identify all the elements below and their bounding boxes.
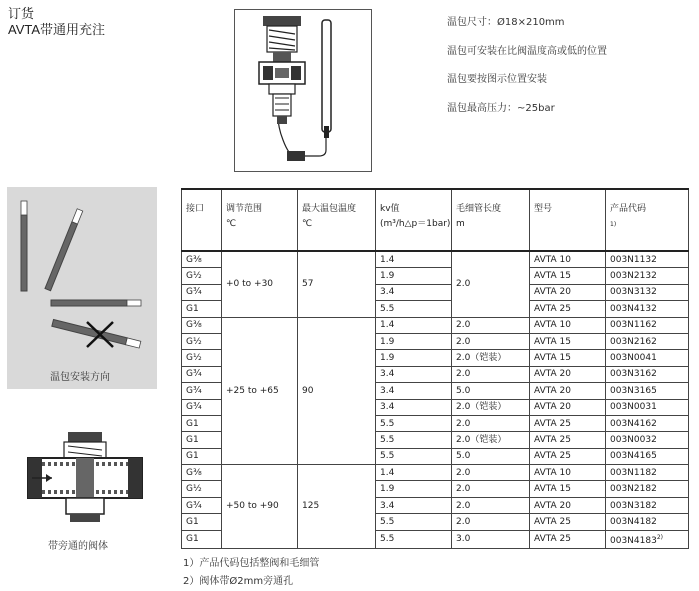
cell-connection: G¾ <box>182 284 222 300</box>
cell-model: AVTA 15 <box>530 481 606 497</box>
code-value: 003N4183 <box>610 535 657 546</box>
code-value: 003N2162 <box>610 336 657 347</box>
code-value: 003N2132 <box>610 271 657 282</box>
sensor-install-panel <box>7 187 157 389</box>
cell-max-temp: 90 <box>298 317 376 465</box>
header-model: 型号 <box>530 189 606 251</box>
cell-model: AVTA 25 <box>530 432 606 448</box>
cell-kv: 3.4 <box>376 366 452 382</box>
code-value: 003N4165 <box>610 451 657 462</box>
cell-model: AVTA 10 <box>530 465 606 481</box>
code-value: 003N1182 <box>610 467 657 478</box>
cell-code <box>606 268 689 284</box>
cell-kv: 3.4 <box>376 383 452 399</box>
cell-capillary: 2.0 <box>452 251 530 317</box>
code-value: 003N3162 <box>610 369 657 380</box>
code-value: 003N1132 <box>610 254 657 265</box>
cell-kv: 1.9 <box>376 481 452 497</box>
cell-model: AVTA 20 <box>530 284 606 300</box>
header-range: 调节范围 ℃ <box>222 189 298 251</box>
cell-connection: G1 <box>182 301 222 317</box>
cell-connection: G¾ <box>182 399 222 415</box>
header-max-temp: 最大温包温度 ℃ <box>298 189 376 251</box>
cell-max-temp: 57 <box>298 251 376 317</box>
cell-kv: 5.5 <box>376 301 452 317</box>
cell-capillary: 2.0 <box>452 465 530 481</box>
cell-code <box>606 399 689 415</box>
cell-capillary: 2.0（铠装） <box>452 432 530 448</box>
code-value: 003N0032 <box>610 434 657 445</box>
header-connection: 接口 <box>182 189 222 251</box>
cell-code <box>606 333 689 349</box>
cell-connection: G½ <box>182 268 222 284</box>
bypass-valve-drawing <box>20 428 150 528</box>
cell-connection: G⅜ <box>182 251 222 268</box>
cell-connection: G½ <box>182 481 222 497</box>
cell-code <box>606 284 689 300</box>
cell-model: AVTA 10 <box>530 317 606 333</box>
cell-kv: 1.9 <box>376 350 452 366</box>
cell-code <box>606 465 689 481</box>
heading-title: 订货 <box>8 6 35 21</box>
cell-capillary: 2.0 <box>452 514 530 530</box>
valve-sensor-drawing <box>235 10 371 171</box>
header-code-footnote: 1) <box>610 221 617 228</box>
cell-model: AVTA 15 <box>530 350 606 366</box>
header-kv: kv值 (m³/h△p＝1bar) <box>376 189 452 251</box>
cell-max-temp: 125 <box>298 465 376 549</box>
cell-range: +25 to +65 <box>222 317 298 465</box>
cell-model: AVTA 25 <box>530 448 606 464</box>
cell-connection: G1 <box>182 448 222 464</box>
heading-subtitle: AVTA带通用充注 <box>8 22 106 37</box>
cell-code <box>606 432 689 448</box>
cell-kv: 5.5 <box>376 448 452 464</box>
cell-connection: G1 <box>182 530 222 548</box>
cell-code <box>606 415 689 431</box>
page-heading <box>8 6 105 38</box>
cell-code <box>606 317 689 333</box>
sensor-orientation-drawing <box>7 187 157 362</box>
cell-kv: 1.4 <box>376 317 452 333</box>
cell-connection: G¾ <box>182 497 222 513</box>
sensor-install-caption: 温包安装方向 <box>50 372 110 383</box>
cell-code <box>606 514 689 530</box>
cell-kv: 5.5 <box>376 514 452 530</box>
cell-kv: 3.4 <box>376 497 452 513</box>
cell-kv: 1.9 <box>376 333 452 349</box>
code-value: 003N2182 <box>610 484 657 495</box>
code-value: 003N4162 <box>610 418 657 429</box>
cell-code <box>606 383 689 399</box>
code-value: 003N3132 <box>610 287 657 298</box>
code-value: 003N3182 <box>610 500 657 511</box>
valve-sensor-diagram <box>234 9 372 172</box>
cell-code <box>606 448 689 464</box>
cell-model: AVTA 15 <box>530 333 606 349</box>
code-value: 003N4182 <box>610 516 657 527</box>
cell-range: +0 to +30 <box>222 251 298 317</box>
cell-model: AVTA 25 <box>530 301 606 317</box>
cell-capillary: 5.0 <box>452 448 530 464</box>
cell-code <box>606 530 689 548</box>
cell-capillary: 2.0 <box>452 481 530 497</box>
cell-capillary: 2.0（铠装） <box>452 399 530 415</box>
cell-model: AVTA 25 <box>530 415 606 431</box>
spec-sensor-pressure: 温包最高压力：~25bar <box>447 103 555 114</box>
code-footnote-mark: 2) <box>656 533 663 541</box>
cell-connection: G½ <box>182 350 222 366</box>
cell-code <box>606 497 689 513</box>
cell-capillary: 2.0 <box>452 333 530 349</box>
cell-capillary: 2.0 <box>452 497 530 513</box>
cell-range: +50 to +90 <box>222 465 298 549</box>
spec-sensor-mounting: 温包要按图示位置安装 <box>447 74 547 85</box>
code-value: 003N0031 <box>610 402 657 413</box>
cell-model: AVTA 15 <box>530 268 606 284</box>
cell-capillary: 2.0 <box>452 317 530 333</box>
ordering-table <box>181 188 689 549</box>
cell-code <box>606 350 689 366</box>
cell-kv: 1.9 <box>376 268 452 284</box>
cell-model: AVTA 20 <box>530 399 606 415</box>
cell-connection: G¾ <box>182 366 222 382</box>
cell-model: AVTA 25 <box>530 530 606 548</box>
code-value: 003N0041 <box>610 353 657 364</box>
cell-code <box>606 251 689 268</box>
code-value: 003N3165 <box>610 385 657 396</box>
cell-model: AVTA 20 <box>530 383 606 399</box>
footnote-1: 1）产品代码包括整阀和毛细管 <box>183 558 320 569</box>
table-row <box>182 251 689 268</box>
cell-capillary: 2.0 <box>452 415 530 431</box>
cell-model: AVTA 25 <box>530 514 606 530</box>
cell-capillary: 2.0（铠装） <box>452 350 530 366</box>
cell-kv: 5.5 <box>376 415 452 431</box>
cell-connection: G½ <box>182 333 222 349</box>
cell-connection: G¾ <box>182 383 222 399</box>
cell-kv: 5.5 <box>376 432 452 448</box>
cell-code <box>606 481 689 497</box>
cell-connection: G1 <box>182 415 222 431</box>
header-code: 产品代码 1) <box>606 189 689 251</box>
code-value: 003N4132 <box>610 303 657 314</box>
table-row <box>182 317 689 333</box>
cell-capillary: 5.0 <box>452 383 530 399</box>
header-capillary: 毛细管长度 m <box>452 189 530 251</box>
cell-kv: 3.4 <box>376 399 452 415</box>
cell-capillary: 2.0 <box>452 366 530 382</box>
bypass-valve-caption: 带旁通的阀体 <box>48 541 108 552</box>
spec-sensor-position: 温包可安装在比阀温度高或低的位置 <box>447 46 607 57</box>
cell-capillary: 3.0 <box>452 530 530 548</box>
code-value: 003N1162 <box>610 320 657 331</box>
cell-kv: 1.4 <box>376 465 452 481</box>
spec-sensor-size: 温包尺寸：Ø18×210mm <box>447 17 565 28</box>
cell-connection: G⅜ <box>182 317 222 333</box>
cell-kv: 1.4 <box>376 251 452 268</box>
cell-model: AVTA 20 <box>530 497 606 513</box>
footnote-2: 2）阀体带Ø2mm旁通孔 <box>183 576 294 587</box>
bypass-valve-svg <box>20 428 150 528</box>
footnotes <box>183 555 319 591</box>
cell-kv: 5.5 <box>376 530 452 548</box>
cell-connection: G1 <box>182 514 222 530</box>
table-row <box>182 465 689 481</box>
cell-connection: G⅜ <box>182 465 222 481</box>
table-header-row <box>182 189 689 251</box>
cell-model: AVTA 10 <box>530 251 606 268</box>
cell-connection: G1 <box>182 432 222 448</box>
cell-kv: 3.4 <box>376 284 452 300</box>
cell-code <box>606 301 689 317</box>
cell-code <box>606 366 689 382</box>
cell-model: AVTA 20 <box>530 366 606 382</box>
